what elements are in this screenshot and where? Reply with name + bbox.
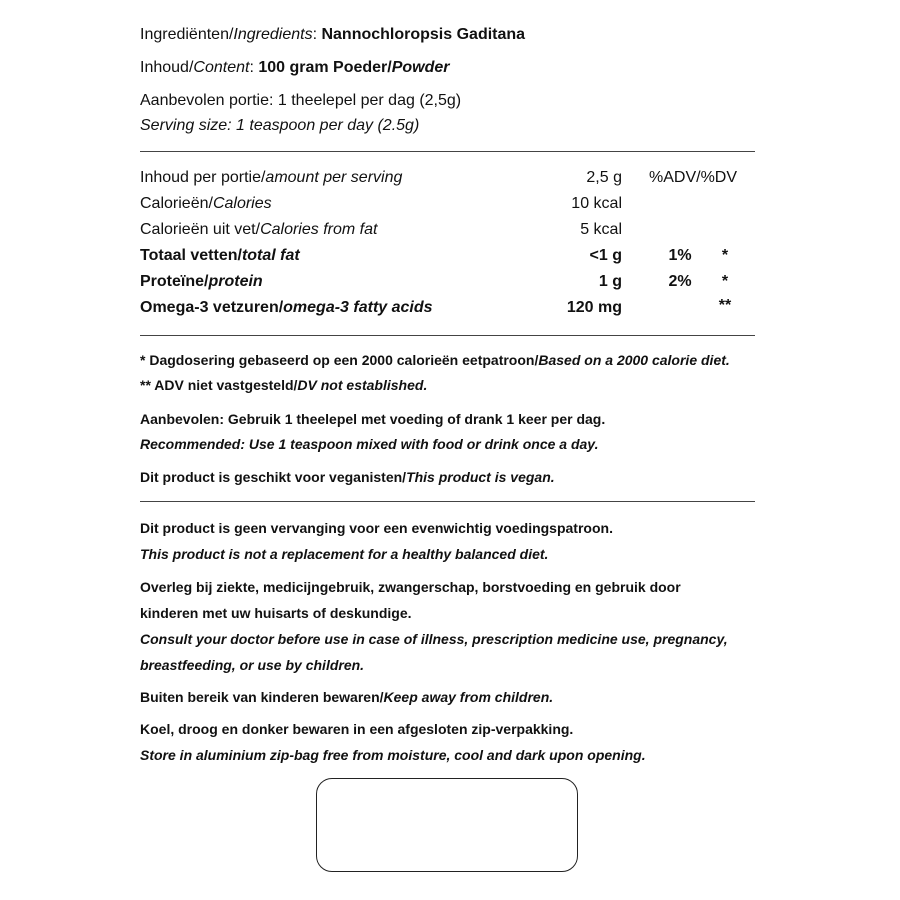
serving-size-nl: Aanbevolen portie: 1 theelepel per dag (2,5g) xyxy=(140,92,462,109)
replacement-warning-en: This product is not a replacement for a healthy balanced diet. xyxy=(140,546,549,562)
content-value-en: Powder xyxy=(391,59,450,76)
replacement-warning-nl: Dit product is geen vervanging voor een evenwichtig voedingspatroon. xyxy=(140,520,613,536)
recommended-use-en: Recommended: Use 1 teaspoon mixed with food or drink once a day. xyxy=(140,436,599,452)
children-warning: Buiten bereik van kinderen bewaren/Keep away from children. xyxy=(140,689,554,705)
row-amount: 1 g xyxy=(598,273,622,290)
table-row: Totaal vetten/total fat xyxy=(140,247,300,264)
serving-size-en: Serving size: 1 teaspoon per day (2.5g) xyxy=(140,117,420,134)
footnote-dv-not-established: ** ADV niet vastgesteld/DV not established. xyxy=(140,377,428,393)
storage-nl: Koel, droog en donker bewaren in een afgesloten zip-verpakking. xyxy=(140,721,574,737)
vegan-statement: Dit product is geschikt voor veganisten/This product is vegan. xyxy=(140,469,555,485)
row-asterisk: * xyxy=(721,247,729,264)
ingredients-value: Nannochloropsis Gaditana xyxy=(321,26,526,43)
consult-warning-nl-1: Overleg bij ziekte, medicijngebruik, zwangerschap, borstvoeding en gebruik door xyxy=(140,579,681,595)
content-value-nl: 100 gram Poeder/ xyxy=(258,59,392,76)
consult-warning-en-1: Consult your doctor before use in case of illness, prescription medicine use, pregnancy, xyxy=(140,631,728,647)
ingredients-line xyxy=(140,25,525,45)
divider-2 xyxy=(140,335,755,336)
ingredients-sep: : xyxy=(312,26,322,43)
row-asterisk: * xyxy=(721,273,729,290)
nutrition-header-label: Inhoud per portie/amount per serving xyxy=(140,169,403,186)
consult-warning-nl-2: kinderen met uw huisarts of deskundige. xyxy=(140,605,412,621)
content-sep: : xyxy=(249,59,259,76)
content-label-en: Content xyxy=(193,59,250,76)
nutrition-header-dv: %ADV/%DV xyxy=(649,169,738,186)
table-row: Proteïne/protein xyxy=(140,273,263,290)
row-amount: <1 g xyxy=(589,247,622,264)
ingredients-label-en: Ingredients xyxy=(233,26,313,43)
divider-3 xyxy=(140,501,755,502)
row-amount: 120 mg xyxy=(566,299,622,316)
table-row: Calorieën/Calories xyxy=(140,195,272,212)
row-amount: 10 kcal xyxy=(571,195,622,212)
row-percent: 1% xyxy=(668,247,692,264)
storage-en: Store in aluminium zip-bag free from moisture, cool and dark upon opening. xyxy=(140,747,646,763)
content-label-nl: Inhoud/ xyxy=(140,59,194,76)
row-percent: 2% xyxy=(668,273,692,290)
row-asterisk: ** xyxy=(718,297,732,314)
batch-date-box xyxy=(316,778,578,872)
table-row: Omega-3 vetzuren/omega-3 fatty acids xyxy=(140,299,433,316)
ingredients-label-nl: Ingrediënten/ xyxy=(140,26,234,43)
row-amount: 5 kcal xyxy=(580,221,622,238)
consult-warning-en-2: breastfeeding, or use by children. xyxy=(140,657,365,673)
recommended-use-nl: Aanbevolen: Gebruik 1 theelepel met voeding of drank 1 keer per dag. xyxy=(140,411,606,427)
content-line xyxy=(140,58,450,78)
footnote-daily-value: * Dagdosering gebaseerd op een 2000 calorieën eetpatroon/Based on a 2000 calorie diet. xyxy=(140,352,730,368)
table-row: Calorieën uit vet/Calories from fat xyxy=(140,221,378,238)
divider-1 xyxy=(140,151,755,152)
nutrition-header-amount: 2,5 g xyxy=(586,169,622,186)
